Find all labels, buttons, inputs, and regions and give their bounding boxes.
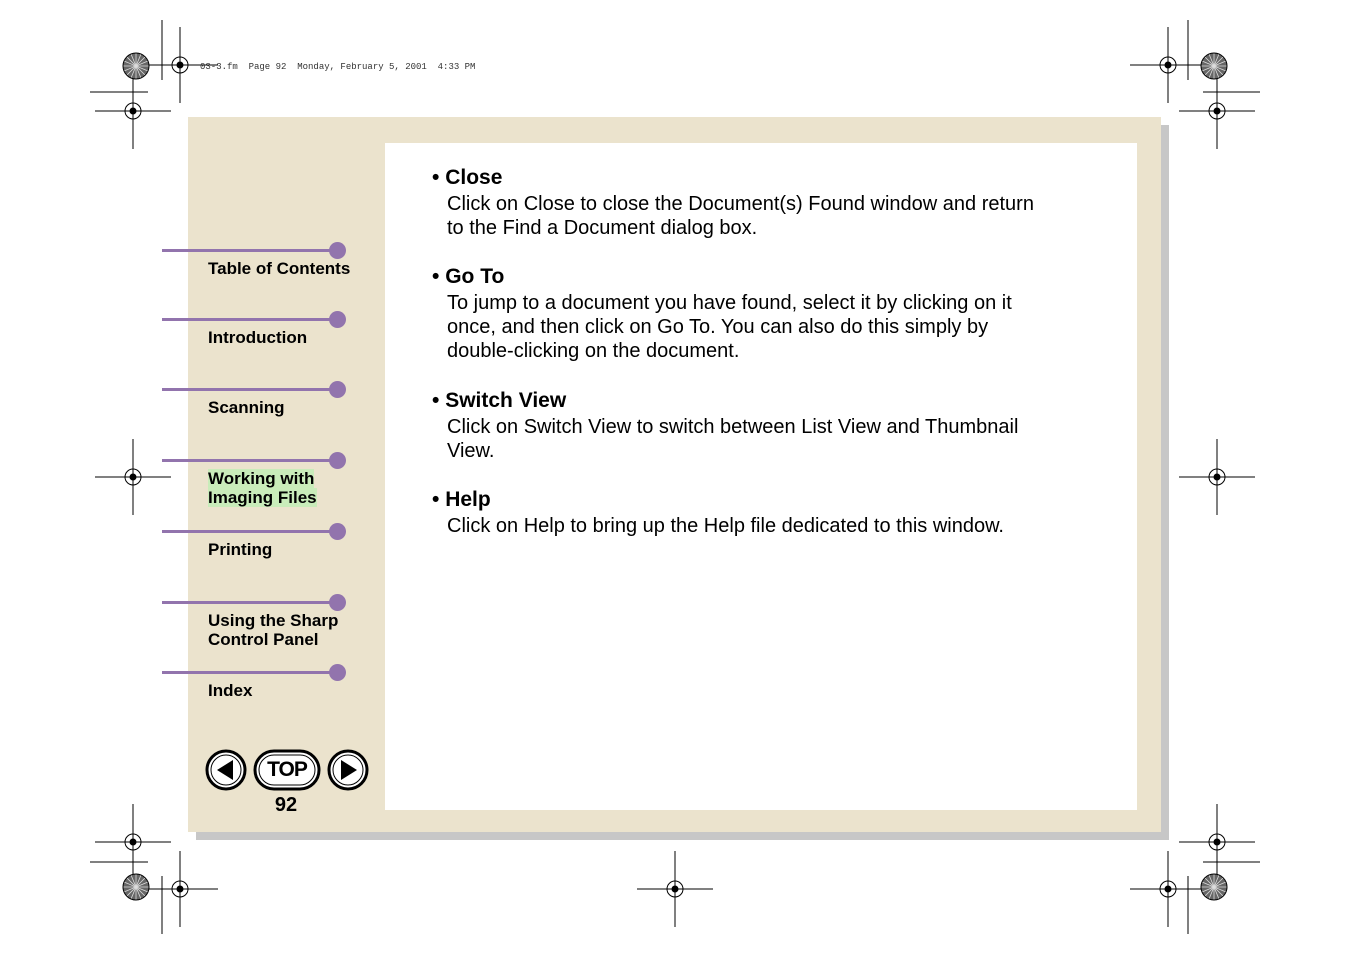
entry-title bbox=[432, 487, 1122, 513]
entry-description bbox=[447, 415, 1122, 463]
nav-label[interactable]: Scanning bbox=[208, 398, 285, 417]
print-slug: 03-3.fm Page 92 Monday, February 5, 2001 4:33 PM bbox=[200, 62, 476, 72]
description-line: To jump to a document you have found, select it by clicking on it bbox=[447, 292, 1012, 314]
description-line: Click on Help to bring up the Help file dedicated to this window. bbox=[447, 515, 1004, 537]
nav-label-active[interactable] bbox=[208, 469, 317, 507]
nav-label-line: Working with bbox=[208, 469, 315, 488]
nav-line bbox=[162, 459, 338, 462]
entry-title-text: Close bbox=[445, 166, 503, 189]
nav-line bbox=[162, 530, 338, 533]
entry-title-text: Go To bbox=[445, 265, 505, 288]
top-button-label: TOP bbox=[267, 758, 307, 781]
nav-dot bbox=[329, 242, 346, 259]
bullet: • bbox=[432, 265, 440, 288]
next-page-button[interactable] bbox=[327, 749, 369, 791]
nav-line bbox=[162, 318, 338, 321]
entry-go-to bbox=[432, 264, 1122, 363]
nav-label-line: Control Panel bbox=[208, 630, 319, 649]
nav-label-line: Using the Sharp bbox=[208, 611, 339, 630]
nav-line bbox=[162, 388, 338, 391]
entry-title-text: Switch View bbox=[445, 389, 567, 412]
entry-help bbox=[432, 487, 1122, 538]
nav-dot bbox=[329, 523, 346, 540]
entry-switch-view bbox=[432, 388, 1122, 463]
nav-dot bbox=[329, 664, 346, 681]
entry-close bbox=[432, 165, 1122, 240]
description-line: View. bbox=[447, 440, 495, 462]
nav-dot bbox=[329, 452, 346, 469]
prev-page-button[interactable] bbox=[205, 749, 247, 791]
entry-title-text: Help bbox=[445, 488, 491, 511]
description-line: once, and then click on Go To. You can also do this simply by bbox=[447, 316, 989, 338]
nav-line bbox=[162, 671, 338, 674]
content-area bbox=[385, 143, 1137, 810]
entry-title bbox=[432, 165, 1122, 191]
description-line: double-clicking on the document. bbox=[447, 340, 740, 362]
nav-label[interactable] bbox=[208, 611, 338, 649]
bullet: • bbox=[432, 166, 440, 189]
nav-line bbox=[162, 249, 338, 252]
nav-label[interactable]: Introduction bbox=[208, 328, 308, 347]
entry-description bbox=[447, 514, 1122, 538]
description-line: Click on Switch View to switch between List View and Thumbnail bbox=[447, 416, 1019, 438]
top-button[interactable] bbox=[253, 749, 321, 791]
entry-description bbox=[447, 192, 1122, 240]
description-line: Click on Close to close the Document(s) Found window and return bbox=[447, 193, 1034, 215]
nav-dot bbox=[329, 311, 346, 328]
bullet: • bbox=[432, 488, 440, 511]
description-line: to the Find a Document dialog box. bbox=[447, 217, 758, 239]
entry-title bbox=[432, 264, 1122, 290]
bullet: • bbox=[432, 389, 440, 412]
page-number: 92 bbox=[274, 794, 298, 816]
nav-label[interactable]: Printing bbox=[208, 540, 273, 559]
nav-label[interactable]: Table of Contents bbox=[208, 259, 351, 278]
nav-dot bbox=[329, 594, 346, 611]
entry-description bbox=[447, 291, 1122, 363]
nav-line bbox=[162, 601, 338, 604]
nav-label-line: Imaging Files bbox=[208, 488, 317, 507]
nav-dot bbox=[329, 381, 346, 398]
nav-label[interactable]: Index bbox=[208, 681, 253, 700]
entry-title bbox=[432, 388, 1122, 414]
